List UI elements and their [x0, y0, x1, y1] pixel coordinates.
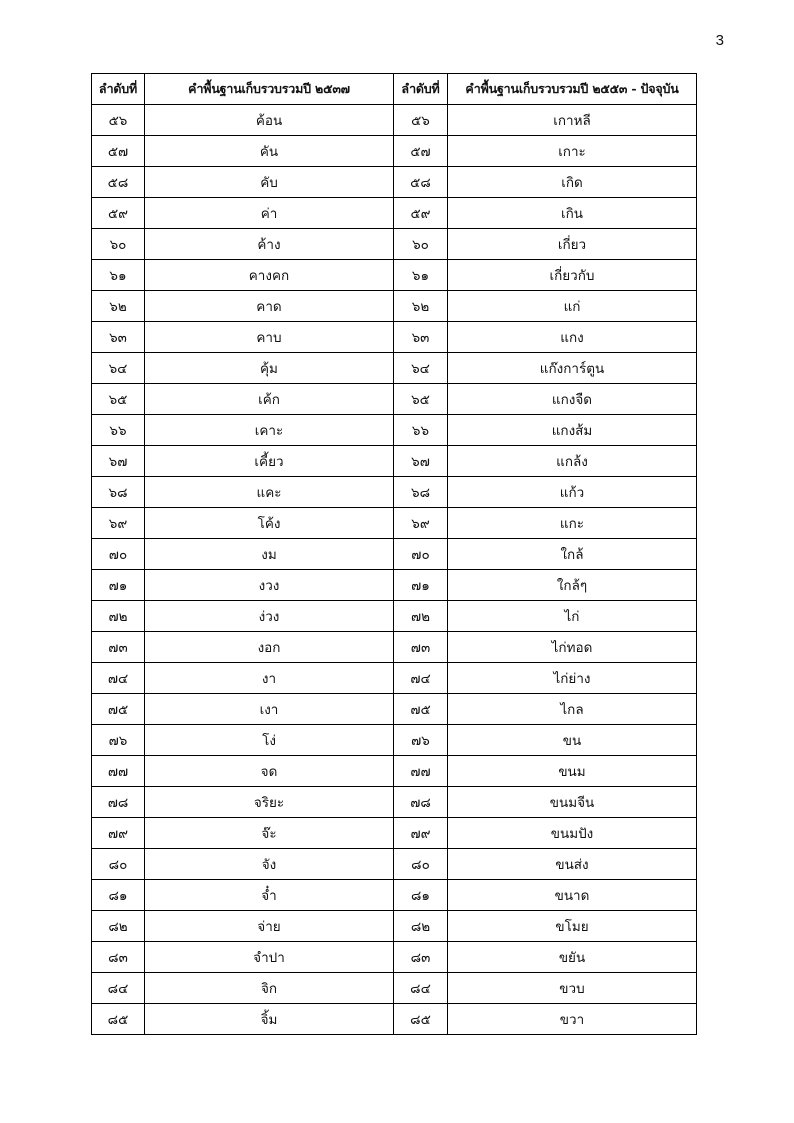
- word-2537-cell: จริยะ: [145, 787, 394, 818]
- header-order-2: ลำดับที่: [394, 74, 448, 105]
- header-words-2537: คำพื้นฐานเก็บรวบรวมปี ๒๕๓๗: [145, 74, 394, 105]
- table-row: [92, 973, 697, 1004]
- word-2553-cell: แก๊งการ์ตูน: [448, 353, 697, 384]
- order-1-cell: ๗๘: [92, 787, 145, 818]
- order-2-cell: ๖๙: [394, 508, 448, 539]
- order-1-cell: ๘๕: [92, 1004, 145, 1035]
- word-2553-cell: เกิด: [448, 167, 697, 198]
- word-2537-cell: จ่าย: [145, 911, 394, 942]
- order-1-cell: ๗๒: [92, 601, 145, 632]
- word-2537-cell: จัง: [145, 849, 394, 880]
- word-2537-cell: คัน: [145, 136, 394, 167]
- order-2-cell: ๗๘: [394, 787, 448, 818]
- table-row: [92, 880, 697, 911]
- word-2553-cell: แกง: [448, 322, 697, 353]
- order-2-cell: ๗๖: [394, 725, 448, 756]
- word-2537-cell: งอก: [145, 632, 394, 663]
- order-1-cell: ๘๒: [92, 911, 145, 942]
- word-2553-cell: แก่: [448, 291, 697, 322]
- word-2537-cell: เคี้ยว: [145, 446, 394, 477]
- order-1-cell: ๗๓: [92, 632, 145, 663]
- order-2-cell: ๖๑: [394, 260, 448, 291]
- word-2537-cell: ค้อน: [145, 105, 394, 136]
- table-row: [92, 818, 697, 849]
- table-row: [92, 384, 697, 415]
- word-2537-cell: จ๊ะ: [145, 818, 394, 849]
- word-2537-cell: ค่า: [145, 198, 394, 229]
- word-2553-cell: ไกล: [448, 694, 697, 725]
- order-2-cell: ๗๙: [394, 818, 448, 849]
- word-2553-cell: แก้ว: [448, 477, 697, 508]
- order-2-cell: ๗๑: [394, 570, 448, 601]
- order-2-cell: ๖๘: [394, 477, 448, 508]
- word-2537-cell: แคะ: [145, 477, 394, 508]
- header-order-1: ลำดับที่: [92, 74, 145, 105]
- order-2-cell: ๗๐: [394, 539, 448, 570]
- order-2-cell: ๗๒: [394, 601, 448, 632]
- word-2537-cell: โค้ง: [145, 508, 394, 539]
- order-2-cell: ๖๖: [394, 415, 448, 446]
- order-1-cell: ๗๑: [92, 570, 145, 601]
- word-2537-cell: คาบ: [145, 322, 394, 353]
- word-2553-cell: เกาหลี: [448, 105, 697, 136]
- order-1-cell: ๘๐: [92, 849, 145, 880]
- page-number: 3: [715, 32, 724, 49]
- word-2553-cell: ขนมจีน: [448, 787, 697, 818]
- order-1-cell: ๘๔: [92, 973, 145, 1004]
- order-1-cell: ๖๒: [92, 291, 145, 322]
- order-1-cell: ๖๓: [92, 322, 145, 353]
- order-2-cell: ๕๗: [394, 136, 448, 167]
- word-2537-cell: ง่วง: [145, 601, 394, 632]
- table-row: [92, 539, 697, 570]
- word-2553-cell: แกงจืด: [448, 384, 697, 415]
- word-2553-cell: ขโมย: [448, 911, 697, 942]
- word-2553-cell: ใกล้ๆ: [448, 570, 697, 601]
- word-2553-cell: ไก่: [448, 601, 697, 632]
- word-2553-cell: เกิน: [448, 198, 697, 229]
- order-2-cell: ๘๔: [394, 973, 448, 1004]
- order-1-cell: ๗๖: [92, 725, 145, 756]
- word-2537-cell: เคาะ: [145, 415, 394, 446]
- word-2537-cell: คาด: [145, 291, 394, 322]
- word-2553-cell: แกงส้ม: [448, 415, 697, 446]
- table-row: [92, 849, 697, 880]
- word-2537-cell: เงา: [145, 694, 394, 725]
- word-2553-cell: เกี่ยวกับ: [448, 260, 697, 291]
- word-2553-cell: ไก่ย่าง: [448, 663, 697, 694]
- word-2537-cell: คางคก: [145, 260, 394, 291]
- word-2553-cell: ขนม: [448, 756, 697, 787]
- table-row: [92, 756, 697, 787]
- word-2537-cell: โง่: [145, 725, 394, 756]
- order-2-cell: ๗๓: [394, 632, 448, 663]
- word-2553-cell: แกะ: [448, 508, 697, 539]
- order-1-cell: ๗๗: [92, 756, 145, 787]
- word-2537-cell: เค้ก: [145, 384, 394, 415]
- order-1-cell: ๕๗: [92, 136, 145, 167]
- order-1-cell: ๖๘: [92, 477, 145, 508]
- order-1-cell: ๕๖: [92, 105, 145, 136]
- word-2537-cell: จิก: [145, 973, 394, 1004]
- table-row: [92, 322, 697, 353]
- table-row: [92, 911, 697, 942]
- table-row: [92, 1004, 697, 1035]
- order-1-cell: ๗๔: [92, 663, 145, 694]
- word-2553-cell: ขน: [448, 725, 697, 756]
- order-1-cell: ๕๙: [92, 198, 145, 229]
- order-1-cell: ๗๙: [92, 818, 145, 849]
- table-row: [92, 136, 697, 167]
- table-row: [92, 477, 697, 508]
- order-1-cell: ๖๗: [92, 446, 145, 477]
- table-row: [92, 942, 697, 973]
- word-2537-cell: จำปา: [145, 942, 394, 973]
- table-row: [92, 694, 697, 725]
- word-2553-cell: เกาะ: [448, 136, 697, 167]
- table-row: [92, 229, 697, 260]
- order-2-cell: ๕๘: [394, 167, 448, 198]
- order-1-cell: ๖๐: [92, 229, 145, 260]
- table-row: [92, 663, 697, 694]
- word-2537-cell: คับ: [145, 167, 394, 198]
- order-1-cell: ๖๙: [92, 508, 145, 539]
- word-2553-cell: ไก่ทอด: [448, 632, 697, 663]
- word-list-table: [91, 73, 697, 1035]
- order-2-cell: ๗๕: [394, 694, 448, 725]
- order-2-cell: ๖๐: [394, 229, 448, 260]
- order-2-cell: ๘๕: [394, 1004, 448, 1035]
- word-2553-cell: แกล้ง: [448, 446, 697, 477]
- table-row: [92, 446, 697, 477]
- order-2-cell: ๕๖: [394, 105, 448, 136]
- order-2-cell: ๘๒: [394, 911, 448, 942]
- order-2-cell: ๗๗: [394, 756, 448, 787]
- order-2-cell: ๗๔: [394, 663, 448, 694]
- word-2553-cell: ขนาด: [448, 880, 697, 911]
- table-row: [92, 291, 697, 322]
- table-row: [92, 415, 697, 446]
- order-2-cell: ๖๒: [394, 291, 448, 322]
- order-1-cell: ๕๘: [92, 167, 145, 198]
- order-1-cell: ๖๑: [92, 260, 145, 291]
- word-2553-cell: ขนส่ง: [448, 849, 697, 880]
- order-1-cell: ๖๖: [92, 415, 145, 446]
- order-2-cell: ๕๙: [394, 198, 448, 229]
- table-row: [92, 725, 697, 756]
- table-row: [92, 508, 697, 539]
- word-2537-cell: จ๋ำ: [145, 880, 394, 911]
- table-row: [92, 105, 697, 136]
- header-words-2553: คำพื้นฐานเก็บรวบรวมปี ๒๕๕๓ - ปัจจุบัน: [448, 74, 697, 105]
- table-header-row: [92, 74, 697, 105]
- order-2-cell: ๖๔: [394, 353, 448, 384]
- word-2553-cell: ขวบ: [448, 973, 697, 1004]
- table-row: [92, 570, 697, 601]
- table-row: [92, 198, 697, 229]
- order-2-cell: ๖๕: [394, 384, 448, 415]
- order-2-cell: ๖๓: [394, 322, 448, 353]
- order-1-cell: ๘๓: [92, 942, 145, 973]
- word-2537-cell: งวง: [145, 570, 394, 601]
- order-1-cell: ๖๔: [92, 353, 145, 384]
- word-2553-cell: ขยัน: [448, 942, 697, 973]
- order-1-cell: ๗๕: [92, 694, 145, 725]
- order-2-cell: ๘๑: [394, 880, 448, 911]
- word-2537-cell: งม: [145, 539, 394, 570]
- word-2537-cell: จิ้ม: [145, 1004, 394, 1035]
- table-row: [92, 353, 697, 384]
- table-row: [92, 632, 697, 663]
- word-2537-cell: จด: [145, 756, 394, 787]
- order-1-cell: ๘๑: [92, 880, 145, 911]
- order-2-cell: ๘๐: [394, 849, 448, 880]
- word-2553-cell: ขนมปัง: [448, 818, 697, 849]
- order-2-cell: ๘๓: [394, 942, 448, 973]
- table-row: [92, 787, 697, 818]
- word-2537-cell: คุ้ม: [145, 353, 394, 384]
- order-1-cell: ๗๐: [92, 539, 145, 570]
- word-2553-cell: ใกล้: [448, 539, 697, 570]
- word-2537-cell: งา: [145, 663, 394, 694]
- table-row: [92, 167, 697, 198]
- table-row: [92, 260, 697, 291]
- table-row: [92, 601, 697, 632]
- word-2537-cell: ค้าง: [145, 229, 394, 260]
- word-2553-cell: ขวา: [448, 1004, 697, 1035]
- order-1-cell: ๖๕: [92, 384, 145, 415]
- order-2-cell: ๖๗: [394, 446, 448, 477]
- word-2553-cell: เกี่ยว: [448, 229, 697, 260]
